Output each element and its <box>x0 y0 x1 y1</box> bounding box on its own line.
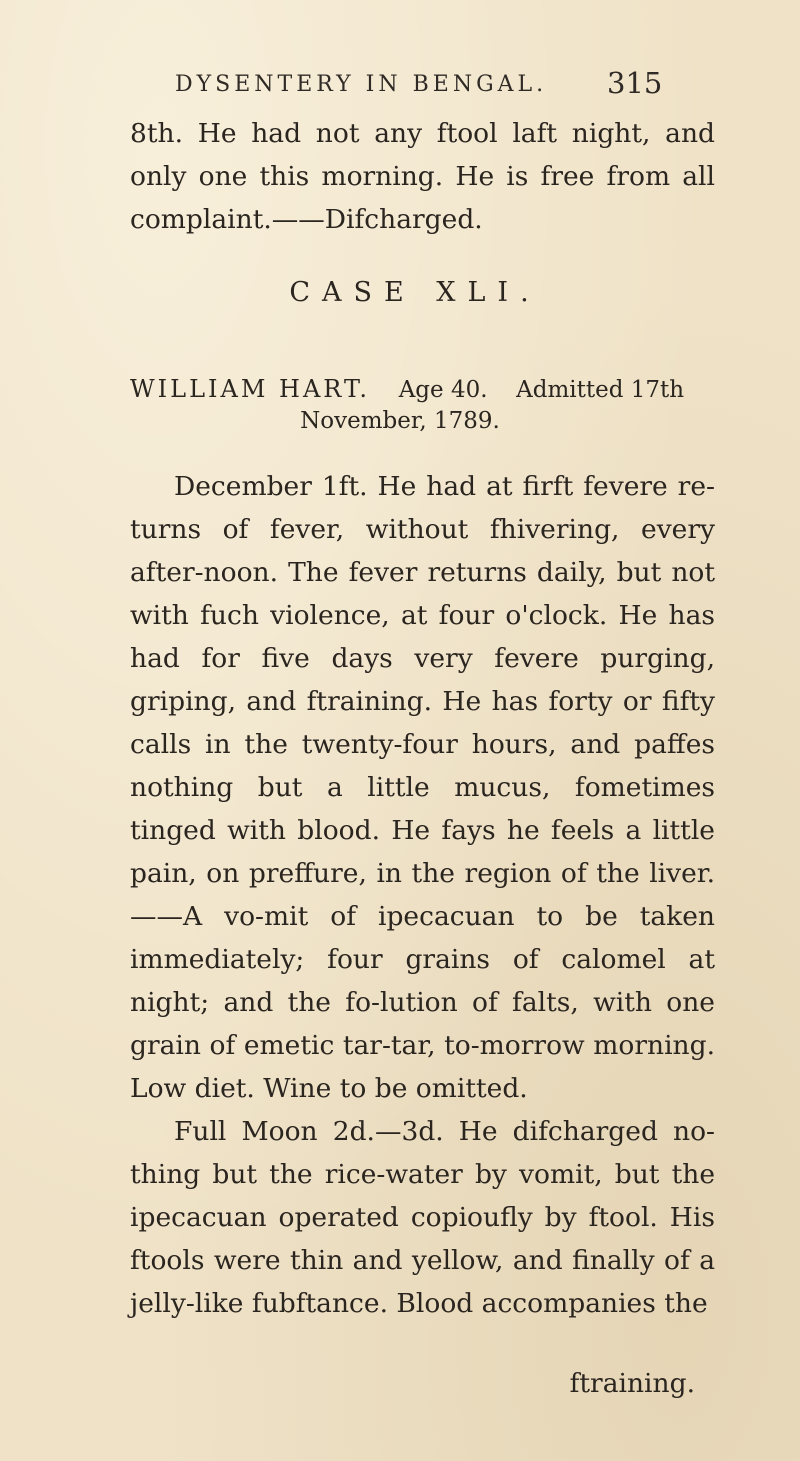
admitted-date: November, 1789. <box>300 408 500 434</box>
catchword: ftraining. <box>569 1368 695 1399</box>
page-number: 315 <box>607 66 663 100</box>
admitted-label: Admitted 17th <box>516 377 685 403</box>
paragraph-text: 8th. He had not any ftool laft night, and only one this morning. He is free from all complaint.——Difcharged. <box>130 118 715 235</box>
paragraph-discharge-note <box>130 112 715 241</box>
paragraph-text: Full Moon 2d.—3d. He difcharged no-thing but the rice-water by vomit, but the ipecacuan operated copioufly by ftool. His ftools were thin and yellow, and finally of a jelly-like fubftance. Blood accompanies the <box>130 1116 715 1319</box>
running-head: DYSENTERY IN BENGAL. <box>175 72 548 97</box>
patient-age: Age 40. <box>398 377 488 403</box>
paragraph-text: December 1ft. He had at firft fevere re-turns of fever, without fhivering, every after-noon. The fever returns daily, but not with fuch violence, at four o'clock. He has had for five days very fevere purging, griping, and ftraining. He has forty or fifty calls in the twenty-four hours, and paffes nothing but a little mucus, fometimes tinged with blood. He fays he feels a little pain, on preffure, in the region of the liver.——A vo-mit of ipecacuan to be taken immediately; four grains of calomel at night; and the fo-lution of falts, with one grain of emetic tar-tar, to-morrow morning. Low diet. Wine to be omitted. <box>130 471 715 1104</box>
case-title: CASE XLI. <box>289 277 541 308</box>
paragraph-full-moon <box>130 1110 715 1325</box>
paragraph-case-notes <box>130 465 715 1110</box>
patient-name: WILLIAM HART. <box>130 375 371 403</box>
patient-line <box>130 372 715 407</box>
